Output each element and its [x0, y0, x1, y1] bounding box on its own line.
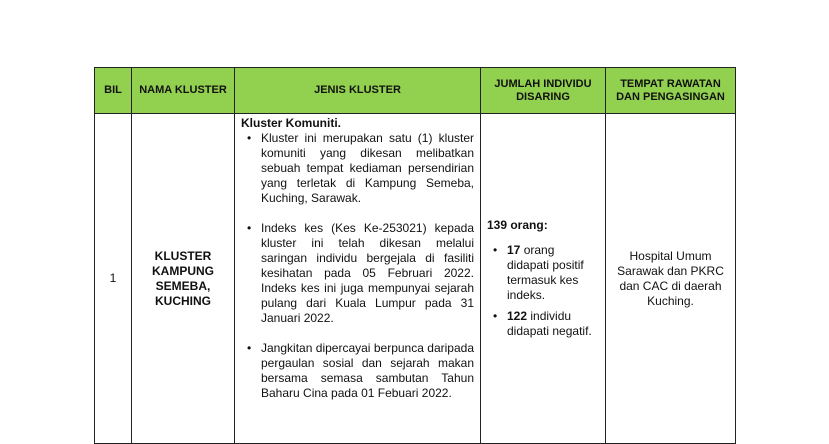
jumlah-bullet-list [487, 243, 599, 339]
header-bil: BIL [95, 68, 132, 114]
header-nama-kluster: NAMA KLUSTER [132, 68, 235, 114]
cell-nama-kluster: KLUSTER KAMPUNG SEMEBA, KUCHING [132, 114, 235, 444]
negative-text: individu didapati negatif. [507, 309, 592, 338]
list-item [487, 309, 599, 339]
cell-jenis-kluster [235, 114, 481, 444]
table-header-row [95, 68, 736, 114]
positive-text: orang didapati positif termasuk kes indeks. [507, 243, 584, 302]
list-item: • Indeks kes (Kes Ke-253021) kepada kluster ini telah dikesan melalui saringan individu bergejala di fasiliti kesihatan pada 05 Februari 2022. Indeks kes ini juga mempunyai sejarah pulang dari Kuala Lumpur pada 31 Januari 2022. [241, 221, 474, 326]
jumlah-total: 139 orang: [487, 218, 548, 232]
cell-tempat-rawatan: Hospital Umum Sarawak dan PKRC dan CAC di daerah Kuching. [606, 114, 736, 444]
table-row [95, 114, 736, 444]
header-jumlah-individu: JUMLAH INDIVIDU DISARING [481, 68, 606, 114]
cell-bil: 1 [95, 114, 132, 444]
header-tempat-rawatan: TEMPAT RAWATAN DAN PENGASINGAN [606, 68, 736, 114]
list-item: • Jangkitan dipercayai berpunca daripada pergaulan sosial dan sejarah makan bersama semasa sambutan Tahun Baharu Cina pada 01 Febuari 2022. [241, 341, 474, 401]
jenis-title: Kluster Komuniti. [241, 116, 342, 130]
cluster-table [94, 67, 736, 444]
cell-jumlah-individu [481, 114, 606, 444]
list-item [487, 243, 599, 303]
list-item: • Kluster ini merupakan satu (1) kluster komuniti yang dikesan melibatkan sebuah tempat kediaman persendirian yang terletak di Kampung Semeba, Kuching, Sarawak. [241, 131, 474, 206]
negative-count: 122 [507, 309, 528, 323]
jenis-bullet-list [241, 131, 474, 401]
header-jenis-kluster: JENIS KLUSTER [235, 68, 481, 114]
positive-count: 17 [507, 243, 521, 257]
